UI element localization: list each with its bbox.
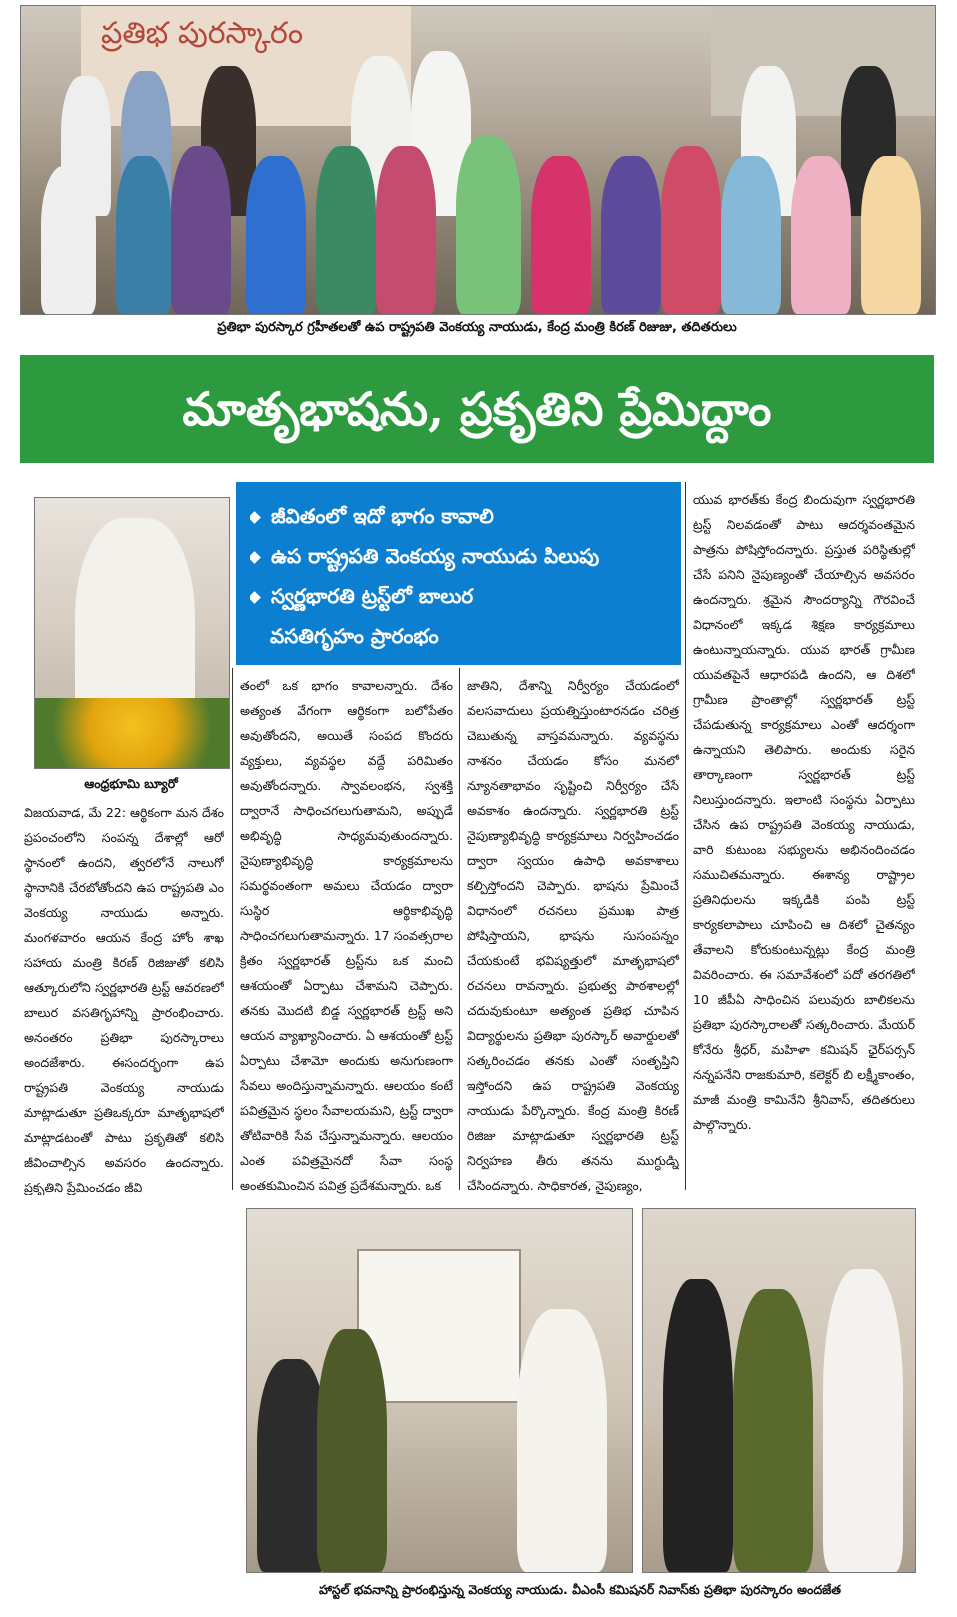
article-column-1: విజయవాడ, మే 22: ఆర్థికంగా మన దేశం ప్రపంచంలోని సంపన్న దేశాల్లో ఆరో స్థానంలో ఉందని, త్వరలోనే నాలుగో స్థానానికి చేరబోతోందని ఉప రాష్ట్రపతి ఎం వెంకయ్య నాయుడు అన్నారు. మంగళవారం ఆయన కేంద్ర హోం శాఖ సహాయ మంత్రి కిరణ్ రిజిజుతో కలిసి ఆత్కూరులోని స్వర్ణభారతి ట్రస్ట్ ఆవరణలో బాలుర వసతిగృహాన్ని ప్రారంభించారు. అనంతరం ప్రతిభా పురస్కారాలు అందజేశారు. ఈసందర్భంగా ఉప రాష్ట్రపతి వెంకయ్య నాయుడు మాట్లాడుతూ ప్రతిఒక్కరూ మాతృభాషలో మాట్లాడటంతో పాటు ప్రకృతితో కలిసి జీవించాల్సిన అవసరం ఉందన్నారు. ప్రకృతిని ప్రేమించడం జీవి bbox=[24, 805, 224, 1195]
highlight-item bbox=[250, 616, 671, 656]
article-column-2: తంలో ఒక భాగం కావాలన్నారు. దేశం అత్యంత వేగంగా ఆర్థికంగా బలోపేతం అవుతోందని, అయితే సంపద కొందరు వ్యక్తులు, వ్యవస్థల వద్దే పరిమితం అవుతోందన్నారు. స్వావలంభన, స్వశక్తి ద్వారానే సాధించగలుగుతామని, అప్పుడే అభివృద్ధి సాధ్యమవుతుందన్నారు. నైపుణ్యాభివృద్ధి కార్యక్రమాలను సమర్థవంతంగా అమలు చేయడం ద్వారా సుస్థిర ఆర్థికాభివృద్ధి సాధించగలుగుతామన్నారు. 17 సంవత్సరాల క్రితం స్వర్ణభారత్ ట్రస్ట్‌ను ఒక మంచి ఆశయంతో ఏర్పాటు చేశామని చెప్పారు. తనకు మొదటి బిడ్డ స్వర్ణభారత్ ట్రస్ట్ అని ఆయన వ్యాఖ్యానించారు. ఏ ఆశయంతో ట్రస్ట్ ఏర్పాటు చేశామో అందుకు అనుగుణంగా సేవలు అందిస్తున్నామన్నారు. ఆలయం కంటే పవిత్రమైన స్థలం సేవాలయమని, ట్రస్ట్ ద్వారా తోటివారికి సేవ చేస్తున్నామన్నారు. ఆలయం ఎంత పవిత్రమైనదో సేవా సంస్థ అంతకుమించిన పవిత్ర ప్రదేశమన్నారు. ఒక bbox=[240, 678, 453, 1193]
speaker-photo bbox=[34, 497, 230, 769]
person-figure bbox=[791, 156, 851, 314]
hostel-inauguration-photo bbox=[246, 1208, 633, 1573]
column-rule bbox=[459, 668, 460, 1190]
highlights-box bbox=[236, 482, 681, 665]
highlight-item bbox=[250, 576, 671, 616]
byline: ఆంధ్రభూమి బ్యూరో bbox=[84, 776, 178, 791]
highlight-text: స్వర్ణభారతి ట్రస్ట్‌లో బాలుర bbox=[271, 584, 474, 608]
person-figure bbox=[531, 156, 591, 314]
highlight-text: వసతిగృహం ప్రారంభం bbox=[270, 624, 439, 648]
person-figure bbox=[376, 146, 436, 314]
person-figure bbox=[246, 156, 306, 314]
headline: మాతృభాషను, ప్రకృతిని ప్రేమిద్దాం bbox=[20, 355, 934, 463]
person-figure bbox=[171, 146, 231, 314]
group-photo bbox=[20, 5, 936, 315]
article-column-4: యువ భారత్‌కు కేంద్ర బిందువుగా స్వర్ణభారతి ట్రస్ట్ నిలవడంతో పాటు ఆదర్శవంతమైన పాత్రను పోషిస్తోందన్నారు. ప్రస్తుత పరిస్థితుల్లో చేసే పనిని నైపుణ్యంతో చేయాల్సిన అవసరం ఉందన్నారు. శ్రమైన సౌందర్యాన్ని గౌరవించే విధానంలో ఇక్కడ శిక్షణ కార్యక్రమాలు ఉంటున్నాయన్నారు. యువ భారత్ గ్రామీణ యువతపైనే ఆధారపడి ఉందని, ఆ దిశలో గ్రామీణ ప్రాంతాల్లో స్వర్ణభారత్ ట్రస్ట్ చేపడుతున్న కార్యక్రమాలు ఎంతో ఆదర్శంగా ఉన్నాయని తెలిపారు. అందుకు సరైన తార్కాణంగా స్వర్ణభారత్ ట్రస్ట్ నిలుస్తుందన్నారు. ఇలాంటి సంస్థను ఏర్పాటు చేసిన ఉప రాష్ట్రపతి వెంకయ్య నాయుడు, వారి కుటుంబ సభ్యులను అభినందించడం సముచితమన్నారు. ఈశాన్య రాష్ట్రాల ప్రతినిధులను ఇక్కడికి పంపి ట్రస్ట్ కార్యకలాపాలు చూపించి ఆ దిశలో చైతన్యం తేవాలని కోరుకుంటున్నట్లు కేంద్ర మంత్రి వివరించారు. ఈ సమావేశంలో పదో తరగతిలో 10 జీపీఏ సాధించిన పలువురు బాలికలను ప్రతిభా పురస్కారాలతో సత్కరించారు. మేయర్ కోనేరు శ్రీధర్, మహిళా కమిషన్ ఛైర్‌పర్సన్ నన్నపనేని రాజకుమారి, కలెక్టర్ బి లక్ష్మీకాంతం, మాజీ మంత్రి కామినేని శ్రీనివాస్, తదితరులు పాల్గొన్నారు. bbox=[693, 492, 915, 1132]
person-figure bbox=[733, 1289, 813, 1572]
column-rule bbox=[685, 482, 686, 1190]
person-figure bbox=[721, 156, 781, 314]
stage-banner-text: ప్రతిభ పురస్కారం bbox=[101, 16, 304, 51]
person-figure bbox=[41, 166, 96, 314]
award-photo bbox=[642, 1208, 916, 1573]
person-figure bbox=[601, 156, 661, 314]
person-figure bbox=[823, 1269, 903, 1572]
highlight-text: జీవితంలో ఇదో భాగం కావాలి bbox=[271, 504, 494, 528]
flower-decoration bbox=[35, 698, 229, 768]
top-photo-caption: ప్రతిభా పురస్కార గ్రహీతలతో ఉప రాష్ట్రపతి వెంకయ్య నాయుడు, కేంద్ర మంత్రి కిరణ్ రిజుజు, తదితరులు bbox=[217, 320, 737, 335]
bottom-photo-caption: హాస్టల్ భవనాన్ని ప్రారంభిస్తున్న వెంకయ్య నాయుడు. వీఎంసీ కమిషనర్ నివాస్‌కు ప్రతిభా పురస్కారం అందజేత bbox=[318, 1582, 842, 1597]
person-figure bbox=[456, 136, 521, 314]
person-figure bbox=[663, 1279, 733, 1572]
article-column-3: జాతిని, దేశాన్ని నిర్వీర్యం చేయడంలో వలసవాదులు ప్రయత్నిస్తుంటారనడం చరిత్ర చెబుతున్న వాస్తవమన్నారు. వ్యవస్థను నాశనం చేయడం కోసం మనలో న్యూనతాభావం సృష్టించి నిర్వీర్యం చేసే అవకాశం ఉందన్నారు. స్వర్ణభారతి ట్రస్ట్ నైపుణ్యాభివృద్ధి కార్యక్రమాలు నిర్వహించడం ద్వారా స్వయం ఉపాధి అవకాశాలు కల్పిస్తోందని చెప్పారు. భాషను ప్రేమించే విధానంలో రచనలు ప్రముఖ పాత్ర పోషిస్తాయని, భాషను సుసంపన్నం చేయకుంటే భవిష్యత్తులో మాతృభాషలో రచనలు రావన్నారు. ప్రభుత్వ పాఠశాలల్లో చదువుకుంటూ అత్యంత ప్రతిభ చూపిన విద్యార్థులను ప్రతిభా పురస్కార్ అవార్డులతో సత్కరించడం తనకు ఎంతో సంతృప్తిని ఇస్తోందని ఉప రాష్ట్రపతి వెంకయ్య నాయుడు పేర్కొన్నారు. కేంద్ర మంత్రి కిరణ్ రిజిజు మాట్లాడుతూ స్వర్ణభారతి ట్రస్ట్ నిర్వహణ తీరు తనను ముగ్ధుడ్ని చేసిందన్నారు. సాధికారత, నైపుణ్యం, bbox=[467, 678, 679, 1193]
highlight-item bbox=[250, 496, 671, 536]
highlight-text: ఉప రాష్ట్రపతి వెంకయ్య నాయుడు పిలుపు bbox=[271, 544, 600, 568]
person-figure bbox=[317, 1329, 387, 1572]
person-figure bbox=[861, 156, 921, 314]
column-rule bbox=[232, 668, 233, 1190]
highlight-item bbox=[250, 536, 671, 576]
person-figure bbox=[517, 1309, 607, 1572]
person-figure bbox=[316, 146, 376, 314]
person-figure bbox=[661, 146, 721, 314]
person-figure bbox=[116, 156, 171, 314]
